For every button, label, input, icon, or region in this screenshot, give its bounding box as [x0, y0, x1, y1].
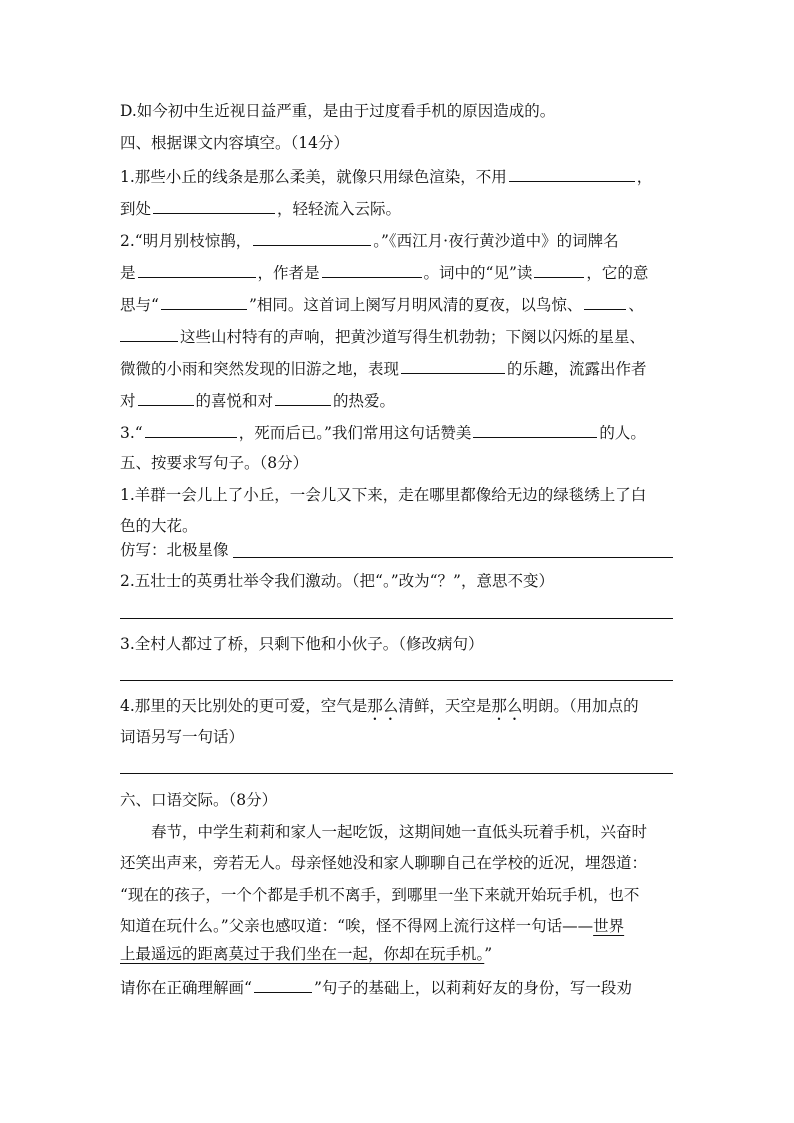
- dotted-word: 那么: [367, 697, 399, 715]
- s4-q2-line6: [120, 389, 680, 409]
- s6-para-line5: [120, 944, 680, 964]
- s5-q2: 2.五壮士的英勇壮举令我们激动。（把“。”改为“？”，意思不变）: [120, 572, 554, 590]
- answer-line[interactable]: [120, 773, 673, 774]
- s5-q3: 3.全村人都过了桥，只剩下他和小伙子。（修改病句）: [120, 635, 484, 653]
- underlined-text: 上最遥远的距离莫过于我们坐在一起，你却在玩手机。: [120, 945, 485, 963]
- text: 2.“明月别枝惊鹊，: [120, 232, 252, 250]
- text: 知道在玩什么。”父亲也感叹道：“唉，怪不得网上流行这样一句话——: [120, 917, 594, 935]
- s5-q4-line2: 词语另写一句话）: [120, 728, 245, 746]
- text: 是: [120, 264, 136, 282]
- text: 的乐趣，流露出作者: [507, 360, 647, 378]
- s5-q1-line1: 1.羊群一会儿上了小丘，一会儿又下来，走在哪里都像给无边的绿毯绣上了白: [120, 486, 647, 504]
- dotted-word: 那么: [491, 697, 523, 715]
- section-6-title: 六、口语交际。（8分）: [120, 791, 278, 809]
- s5-q1-line2: 色的大花。: [120, 517, 198, 535]
- answer-blank[interactable]: [145, 421, 237, 438]
- answer-blank[interactable]: [584, 293, 626, 310]
- section-5-title: 五、按要求写句子。（8分）: [120, 454, 309, 472]
- text: ，作者是: [257, 264, 320, 282]
- text: 对: [120, 392, 136, 410]
- section-4-title: 四、根据课文内容填空。（14分）: [120, 134, 349, 152]
- text: ，: [636, 168, 653, 186]
- text: 请你在正确理解画“: [120, 979, 252, 997]
- s6-para-line1: 春节，中学生莉莉和家人一起吃饭，这期间她一直低头玩着手机，兴奋时: [151, 823, 648, 841]
- answer-blank[interactable]: [138, 389, 194, 406]
- s6-para-line6: [120, 976, 680, 996]
- s6-para-line4: [120, 916, 680, 936]
- text: 清鲜，天空是: [398, 697, 492, 715]
- answer-blank[interactable]: [153, 197, 275, 214]
- s6-para-line3: “现在的孩子，一个个都是手机不离手，到哪里一坐下来就开始玩手机，也不: [120, 886, 640, 904]
- text: 仿写：北极星像: [120, 541, 229, 559]
- underlined-text: 世界: [593, 917, 625, 935]
- text: 1.那些小丘的线条是那么柔美，就像只用绿色渲染，不用: [120, 168, 507, 186]
- s4-q2-line2: [120, 261, 680, 281]
- answer-blank[interactable]: [138, 261, 256, 278]
- answer-blank[interactable]: [473, 421, 597, 438]
- s4-q2-line5: [120, 357, 680, 377]
- text: ”句子的基础上，以莉莉好友的身份，写一段劝: [313, 979, 632, 997]
- text: 这些山村特有的声响，把黄沙道写得生机勃勃；下阕以闪烁的星星、: [180, 328, 646, 346]
- text: ”相同。这首词上阕写月明风清的夏夜，以鸟惊、: [248, 296, 583, 314]
- option-d: D.如今初中生近视日益严重，是由于过度看手机的原因造成的。: [120, 102, 556, 120]
- s6-para-line2: 还笑出声来，旁若无人。母亲怪她没和家人聊聊自己在学校的近况，埋怨道：: [120, 854, 648, 872]
- answer-line[interactable]: [233, 557, 673, 558]
- text: 。词中的“见”读: [423, 264, 533, 282]
- answer-blank[interactable]: [275, 389, 331, 406]
- text: 。”《西江月·夜行黄沙道中》的词牌名: [373, 232, 619, 250]
- text: 微微的小雨和突然发现的旧游之地，表现: [120, 360, 400, 378]
- s4-q3: [120, 421, 680, 441]
- text: ，轻轻流入云际。: [277, 200, 402, 218]
- answer-blank[interactable]: [322, 261, 422, 278]
- answer-line[interactable]: [120, 680, 673, 681]
- answer-blank[interactable]: [254, 976, 312, 993]
- text: 、: [628, 296, 644, 314]
- s4-q2-line4: [120, 325, 680, 345]
- answer-line[interactable]: [120, 618, 673, 619]
- s4-q1-line1: [120, 165, 680, 185]
- s5-q4-line1: [120, 696, 680, 716]
- text: 的喜悦和对: [195, 392, 274, 410]
- text: 3.“: [120, 424, 143, 442]
- answer-blank[interactable]: [509, 165, 635, 182]
- text: ，死而后已。”我们常用这句话赞美: [238, 424, 472, 442]
- text: 的热爱。: [333, 392, 396, 410]
- answer-blank[interactable]: [534, 261, 584, 278]
- answer-blank[interactable]: [253, 229, 371, 246]
- text: 明朗。（用加点的: [522, 697, 639, 715]
- answer-blank[interactable]: [120, 325, 178, 342]
- s4-q2-line3: [120, 293, 680, 313]
- text: 的人。: [599, 424, 646, 442]
- answer-blank[interactable]: [161, 293, 247, 310]
- answer-blank[interactable]: [401, 357, 505, 374]
- text: ”: [484, 945, 493, 963]
- text: 到处: [120, 200, 152, 218]
- s4-q2-line1: [120, 229, 680, 249]
- s4-q1-line2: [120, 197, 680, 217]
- text: 思与“: [120, 296, 159, 314]
- text: ，它的意: [586, 264, 649, 282]
- text: 4.那里的天比别处的更可爱，空气是: [120, 697, 368, 715]
